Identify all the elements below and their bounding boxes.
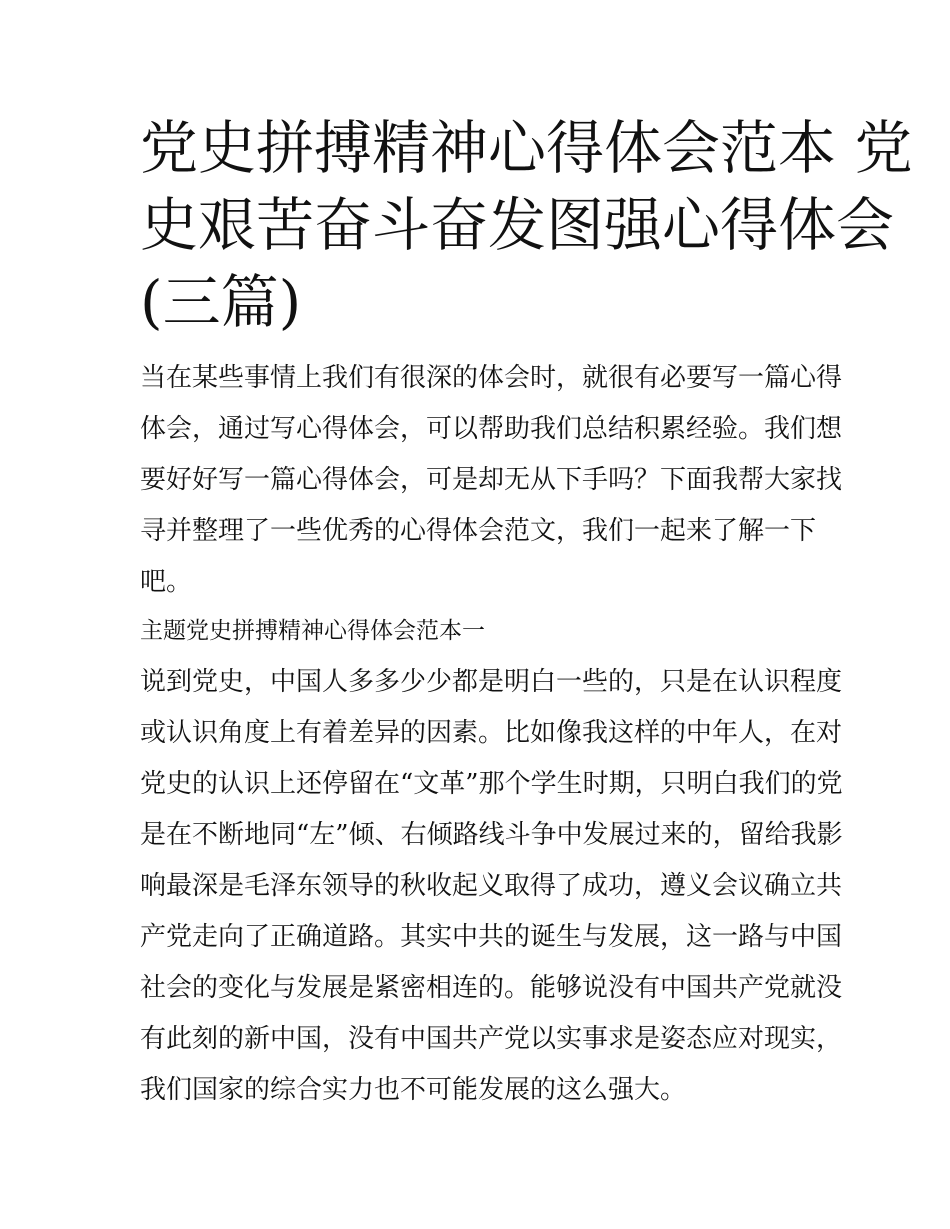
section-heading: 主题党史拼搏精神心得体会范本一	[140, 618, 485, 644]
body-line: 说到党史，中国人多多少少都是明白一些的，只是在认识程度	[140, 667, 843, 697]
body-line: 是在不断地同“左”倾、右倾路线斗争中发展过来的，留给我影	[140, 820, 843, 850]
body-line: 我们国家的综合实力也不可能发展的这么强大。	[140, 1075, 687, 1105]
intro-line: 体会，通过写心得体会，可以帮助我们总结积累经验。我们想	[140, 414, 843, 444]
intro-line: 寻并整理了一些优秀的心得体会范文，我们一起来了解一下	[140, 516, 817, 546]
body-line: 响最深是毛泽东领导的秋收起义取得了成功，遵义会议确立共	[140, 871, 843, 901]
document-title-line-1: 党史拼搏精神心得体会范本 党	[140, 114, 913, 182]
body-line: 或认识角度上有着差异的因素。比如像我这样的中年人，在对	[140, 718, 843, 748]
body-line: 党史的认识上还停留在“文革”那个学生时期，只明白我们的党	[140, 769, 843, 799]
intro-line: 吧。	[140, 567, 193, 597]
body-line: 产党走向了正确道路。其实中共的诞生与发展，这一路与中国	[140, 922, 843, 952]
body-line: 社会的变化与发展是紧密相连的。能够说没有中国共产党就没	[140, 973, 843, 1003]
intro-line: 要好好写一篇心得体会，可是却无从下手吗？下面我帮大家找	[140, 465, 843, 495]
intro-line: 当在某些事情上我们有很深的体会时，就很有必要写一篇心得	[140, 363, 843, 393]
document-title-line-3: (三篇)	[140, 268, 302, 336]
body-line: 有此刻的新中国，没有中国共产党以实事求是姿态应对现实，	[140, 1024, 843, 1054]
document-title-line-2: 史艰苦奋斗奋发图强心得体会	[140, 191, 895, 259]
